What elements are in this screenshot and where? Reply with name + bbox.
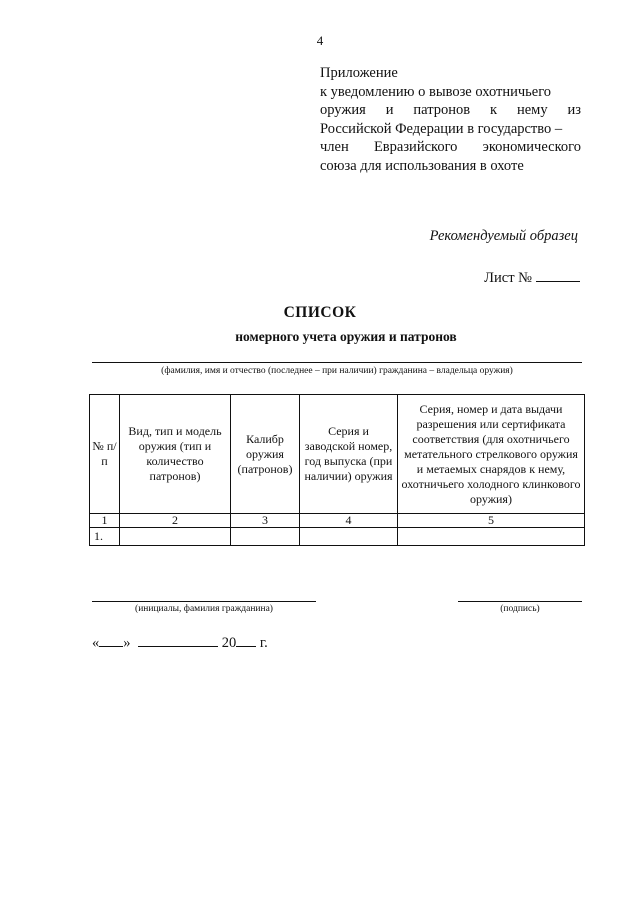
page-number: 4: [316, 33, 324, 48]
year-prefix: 20: [221, 635, 237, 651]
appendix-word: оружия: [320, 102, 366, 119]
row-number-cell: 1.: [90, 528, 120, 546]
year-suffix: г.: [259, 635, 268, 651]
header-caliber: Калибр оружия (патронов): [231, 395, 300, 514]
column-number: 3: [231, 514, 300, 528]
appendix-word: Евразийского: [373, 139, 458, 156]
appendix-line-justified: [320, 138, 581, 157]
appendix-word: нему: [516, 102, 548, 119]
appendix-line: Приложение: [320, 65, 398, 81]
date-close-quote: »: [123, 635, 131, 651]
appendix-word: экономического: [482, 139, 581, 156]
date-line: [92, 632, 268, 652]
citizen-name-field[interactable]: [92, 601, 316, 602]
header-serial-number: Серия и заводской номер, год выпуска (при наличии) оружия: [300, 395, 398, 514]
column-number: 5: [398, 514, 585, 528]
sheet-label: Лист №: [484, 270, 532, 286]
sheet-number-field[interactable]: [536, 267, 580, 282]
register-table: [89, 394, 585, 546]
weapon-type-cell[interactable]: [120, 528, 231, 546]
appendix-word: из: [567, 102, 581, 119]
column-number: 2: [120, 514, 231, 528]
header-weapon-type: Вид, тип и модель оружия (тип и количество патронов): [120, 395, 231, 514]
appendix-word: член: [320, 139, 349, 156]
document-title: СПИСОК: [283, 304, 357, 321]
month-field[interactable]: [138, 632, 218, 647]
appendix-line-justified: [320, 101, 581, 120]
table-header-row: [90, 395, 585, 514]
column-number-row: [90, 514, 585, 528]
serial-number-cell[interactable]: [300, 528, 398, 546]
document-subtitle: номерного учета оружия и патронов: [235, 329, 457, 344]
appendix-block: [320, 64, 581, 176]
appendix-line: союза для использования в охоте: [320, 157, 524, 174]
signature-caption: (подпись): [500, 604, 540, 614]
appendix-word: патронов: [413, 102, 471, 119]
column-number: 4: [300, 514, 398, 528]
recommended-sample-label: Рекомендуемый образец: [429, 228, 578, 244]
sheet-number: [484, 267, 580, 287]
appendix-word: к: [490, 102, 498, 119]
header-number: № п/п: [90, 395, 120, 514]
table-row: [90, 528, 585, 546]
owner-name-caption: (фамилия, имя и отчество (последнее – при наличии) гражданина – владельца оружия): [161, 366, 513, 376]
caliber-cell[interactable]: [231, 528, 300, 546]
appendix-word: и: [385, 102, 394, 119]
year-field[interactable]: [236, 632, 256, 647]
appendix-line: к уведомлению о вывозе охотничьего: [320, 83, 552, 100]
column-number: 1: [90, 514, 120, 528]
header-permit: Серия, номер и дата выдачи разрешения или сертификата соответствия (для охотничьего метательного стрелкового оружия и метаемых снарядов к нему, охотничьего холодного клинкового оружия): [398, 395, 585, 514]
day-field[interactable]: [99, 632, 123, 647]
date-open-quote: «: [92, 635, 100, 651]
permit-cell[interactable]: [398, 528, 585, 546]
appendix-line: Российской Федерации в государство –: [320, 120, 563, 137]
signature-field[interactable]: [458, 601, 582, 602]
owner-name-field[interactable]: [92, 362, 582, 363]
citizen-name-caption: (инициалы, фамилия гражданина): [135, 604, 273, 614]
